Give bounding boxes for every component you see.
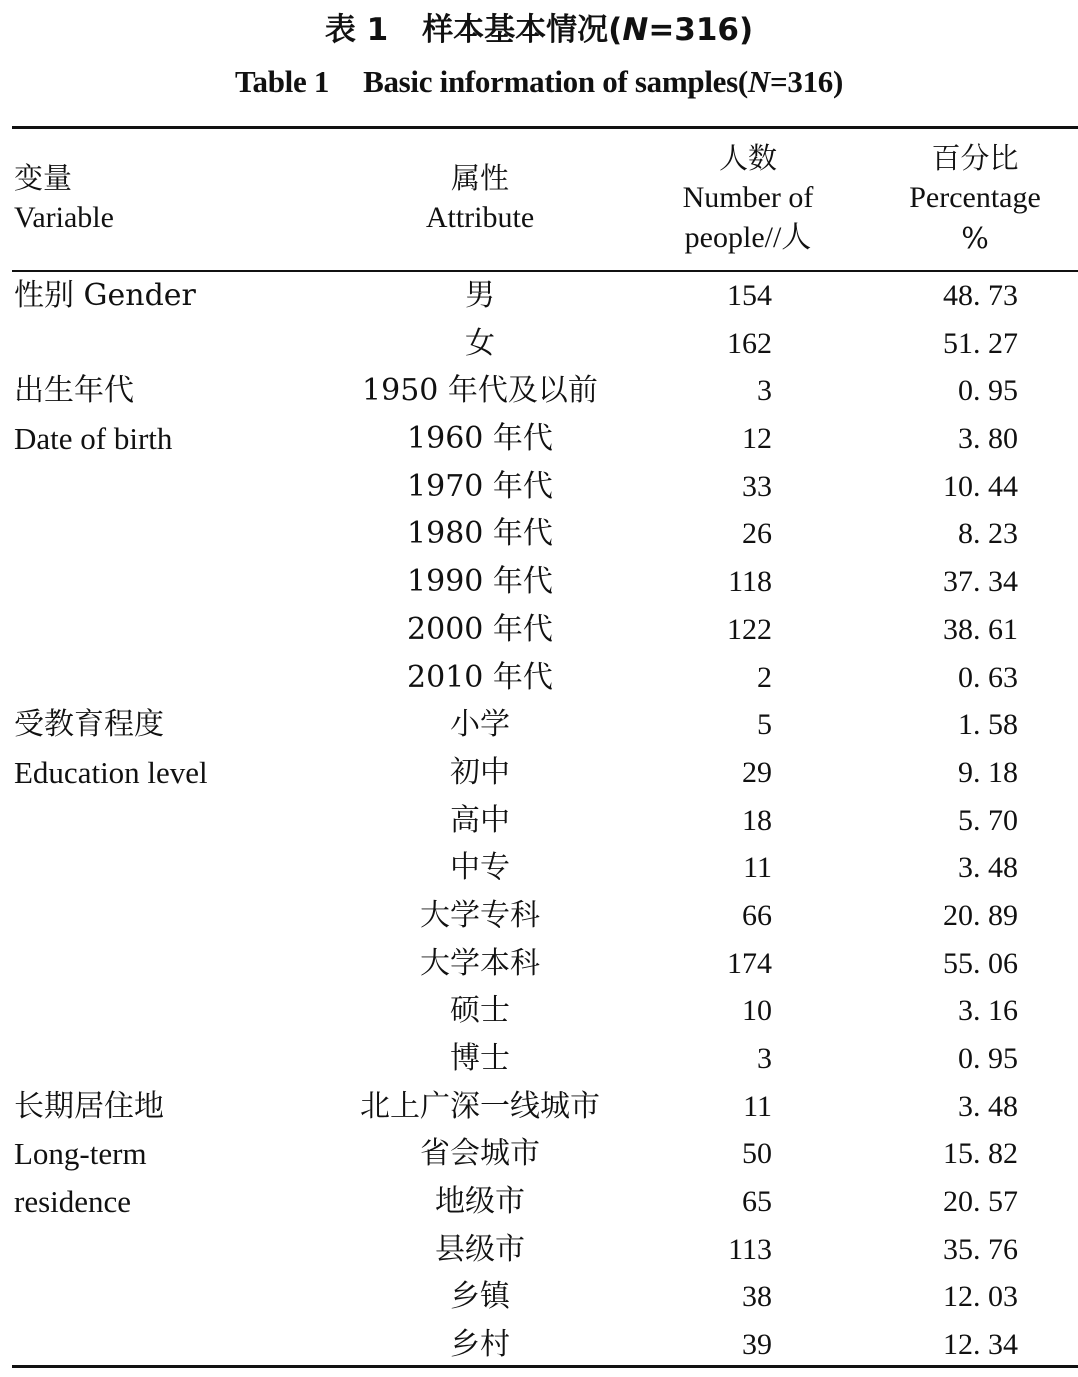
cell-percent: 5. 70 xyxy=(958,803,1018,837)
caption-en-tail: =316) xyxy=(770,64,843,99)
cell-attribute: 1950 年代及以前 xyxy=(362,373,598,409)
header-attribute xyxy=(380,158,580,238)
cell-number: 2 xyxy=(757,660,772,694)
table-body xyxy=(0,272,1078,1369)
cell-percent: 20. 89 xyxy=(943,898,1018,932)
table-row xyxy=(0,987,1078,1035)
cell-attribute: 大学本科 xyxy=(420,945,540,981)
cell-variable: Date of birth xyxy=(14,421,173,457)
cell-attribute: 乡镇 xyxy=(450,1279,510,1315)
table-row xyxy=(0,940,1078,988)
cell-attribute: 乡村 xyxy=(450,1327,510,1363)
cell-number: 3 xyxy=(757,1042,772,1075)
table-row xyxy=(0,701,1078,749)
table-row xyxy=(0,510,1078,558)
header-variable-en: Variable xyxy=(14,201,114,234)
cell-percent: 3. 48 xyxy=(958,1089,1018,1123)
table-row xyxy=(0,606,1078,654)
cell-percent: 9. 18 xyxy=(958,755,1018,789)
table-row xyxy=(0,892,1078,940)
cell-percent: 0. 95 xyxy=(958,1042,1018,1075)
table-row xyxy=(0,415,1078,463)
cell-number: 5 xyxy=(757,708,772,742)
caption-cn-text: 样本基本情况( xyxy=(422,12,623,48)
cell-percent: 3. 80 xyxy=(958,422,1018,456)
cell-number: 162 xyxy=(727,326,772,360)
header-number-cn: 人数 xyxy=(718,141,777,175)
table-row xyxy=(0,1273,1078,1321)
cell-attribute: 县级市 xyxy=(435,1231,525,1267)
table-row xyxy=(0,367,1078,415)
table-row xyxy=(0,1035,1078,1083)
cell-number: 39 xyxy=(742,1328,772,1362)
cell-number: 11 xyxy=(743,851,772,885)
cell-percent: 51. 27 xyxy=(943,326,1018,360)
cell-percent: 35. 76 xyxy=(943,1232,1018,1266)
cell-number: 26 xyxy=(742,517,772,551)
table-row xyxy=(0,463,1078,511)
table-row xyxy=(0,844,1078,892)
bottom-rule xyxy=(12,1365,1078,1368)
caption-en-text: Basic information of samples( xyxy=(363,64,748,99)
header-percent-en: Percentage xyxy=(909,181,1041,214)
caption-chinese xyxy=(0,4,1078,49)
cell-attribute: 1980 年代 xyxy=(407,516,553,552)
cell-variable: residence xyxy=(14,1184,132,1220)
cell-percent: 3. 16 xyxy=(958,994,1018,1028)
cell-attribute: 2000 年代 xyxy=(407,611,553,647)
header-attribute-en: Attribute xyxy=(425,201,535,234)
cell-attribute: 博士 xyxy=(450,1041,510,1076)
cell-variable: 受教育程度 xyxy=(14,707,164,743)
cell-percent: 48. 73 xyxy=(943,279,1018,312)
header-variable-cn: 变量 xyxy=(14,161,73,195)
cell-number: 66 xyxy=(742,898,772,932)
cell-number: 29 xyxy=(742,755,772,789)
cell-percent: 12. 03 xyxy=(943,1280,1018,1314)
caption-en-n: N xyxy=(747,64,770,99)
cell-attribute: 硕士 xyxy=(450,993,510,1029)
cell-attribute: 1970 年代 xyxy=(407,468,553,504)
table-row xyxy=(0,1226,1078,1274)
table-row xyxy=(0,1321,1078,1369)
cell-percent: 12. 34 xyxy=(943,1328,1018,1362)
table-header xyxy=(0,130,1078,270)
table-row xyxy=(0,272,1078,320)
table-row xyxy=(0,1083,1078,1131)
cell-attribute: 男 xyxy=(465,278,495,313)
cell-number: 38 xyxy=(742,1280,772,1314)
table-row xyxy=(0,1130,1078,1178)
cell-percent: 1. 58 xyxy=(958,708,1018,742)
table-row xyxy=(0,654,1078,702)
caption-en-label: Table 1 xyxy=(234,64,330,99)
cell-number: 33 xyxy=(742,469,772,503)
cell-number: 12 xyxy=(742,422,772,456)
header-attribute-cn: 属性 xyxy=(450,161,509,195)
cell-percent: 0. 95 xyxy=(958,374,1018,408)
table-row xyxy=(0,320,1078,368)
cell-number: 10 xyxy=(742,994,772,1028)
header-number xyxy=(650,138,846,258)
top-rule xyxy=(12,126,1078,129)
cell-attribute: 女 xyxy=(465,325,495,361)
cell-attribute: 地级市 xyxy=(435,1184,525,1220)
header-number-en1: Number of xyxy=(682,181,814,214)
header-variable xyxy=(14,158,114,238)
table-row xyxy=(0,1178,1078,1226)
cell-attribute: 中专 xyxy=(450,850,510,886)
cell-attribute: 小学 xyxy=(450,707,510,743)
cell-percent: 3. 48 xyxy=(958,851,1018,885)
cell-attribute: 大学专科 xyxy=(420,897,540,933)
cell-percent: 15. 82 xyxy=(943,1137,1018,1171)
table-row xyxy=(0,749,1078,797)
table-row xyxy=(0,558,1078,606)
cell-percent: 37. 34 xyxy=(943,565,1018,599)
cell-percent: 55. 06 xyxy=(943,946,1018,980)
cell-percent: 8. 23 xyxy=(958,517,1018,551)
cell-number: 3 xyxy=(757,374,772,408)
caption-cn-n: N xyxy=(622,12,649,48)
cell-attribute: 省会城市 xyxy=(420,1136,540,1172)
cell-number: 18 xyxy=(742,803,772,837)
cell-number: 113 xyxy=(728,1232,772,1266)
cell-percent: 38. 61 xyxy=(943,612,1018,646)
cell-variable: Long-term xyxy=(14,1136,147,1172)
header-number-en2: people//人 xyxy=(684,221,812,254)
cell-number: 65 xyxy=(742,1185,772,1219)
cell-number: 11 xyxy=(743,1089,772,1123)
cell-percent: 20. 57 xyxy=(943,1185,1018,1219)
cell-attribute: 2010 年代 xyxy=(407,659,553,695)
cell-number: 154 xyxy=(727,279,772,312)
caption-english xyxy=(0,64,1078,100)
cell-percent: 10. 44 xyxy=(943,469,1018,503)
cell-variable: 出生年代 xyxy=(14,373,134,409)
cell-attribute: 1990 年代 xyxy=(407,564,553,600)
header-percent-cn: 百分比 xyxy=(931,141,1019,175)
header-percent xyxy=(880,138,1070,258)
cell-number: 50 xyxy=(742,1137,772,1171)
cell-percent: 0. 63 xyxy=(958,660,1018,694)
cell-attribute: 初中 xyxy=(450,754,510,790)
cell-number: 122 xyxy=(727,612,772,646)
caption-cn-tail: =316) xyxy=(648,12,754,48)
table-row xyxy=(0,797,1078,845)
caption-cn-label: 表 1 xyxy=(324,12,389,48)
cell-variable: 性别 Gender xyxy=(14,278,196,313)
cell-attribute: 高中 xyxy=(450,802,510,838)
cell-attribute: 1960 年代 xyxy=(407,421,553,457)
header-percent-unit: % xyxy=(961,221,989,255)
cell-number: 174 xyxy=(727,946,772,980)
cell-variable: 长期居住地 xyxy=(14,1088,164,1124)
cell-number: 118 xyxy=(728,565,772,599)
cell-attribute: 北上广深一线城市 xyxy=(360,1088,600,1124)
cell-variable: Education level xyxy=(14,754,208,790)
